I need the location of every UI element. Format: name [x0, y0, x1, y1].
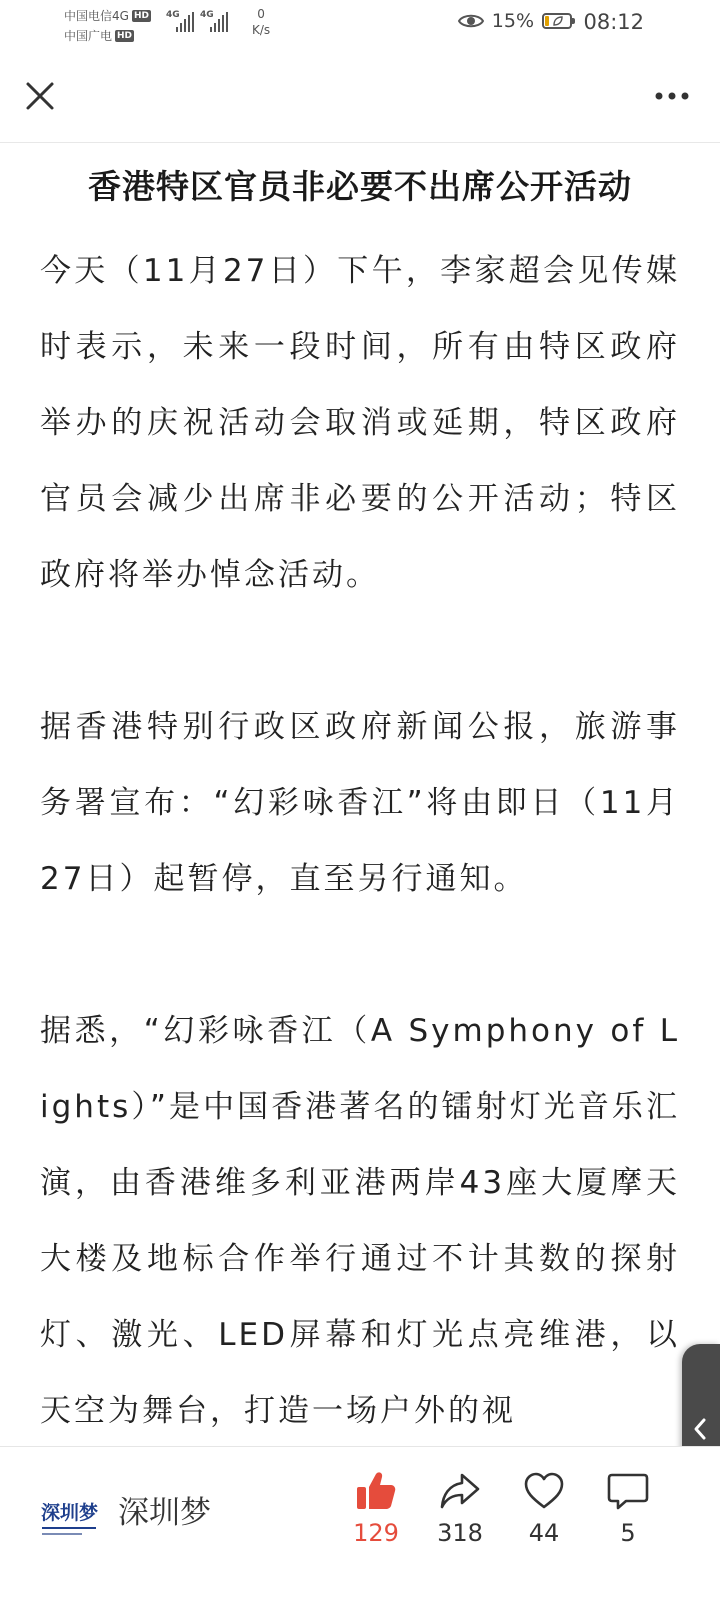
- article-title: 香港特区官员非必要不出席公开活动: [88, 167, 632, 206]
- carrier-info: [64, 6, 151, 46]
- network-type-1: 4G: [166, 10, 180, 20]
- signal-icon: [166, 10, 230, 34]
- close-icon[interactable]: [20, 76, 60, 116]
- leaf-icon: [553, 16, 563, 26]
- article-paragraph: 据悉，“幻彩咏香江（A Symphony of Lights）”是中国香港著名的镭射灯光音乐汇演，由香港维多利亚港两岸43座大厦摩天大楼及地标合作举行通过不计其数的探射灯、激光、LED屏幕和灯光点亮维港，以天空为舞台，打造一场户外的视: [40, 1013, 680, 1429]
- favorite-count: 44: [528, 1519, 560, 1547]
- like-count: 129: [353, 1519, 399, 1547]
- thumbs-up-icon: [354, 1469, 398, 1513]
- chevron-left-icon: [692, 1416, 708, 1442]
- hd-badge: HD: [133, 11, 149, 21]
- comment-button[interactable]: [588, 1469, 668, 1547]
- article: [0, 143, 720, 1449]
- favorite-button[interactable]: [504, 1469, 584, 1547]
- signal-icon: [200, 10, 230, 34]
- battery-icon: [542, 13, 572, 29]
- account-logo[interactable]: [40, 1489, 98, 1545]
- carrier-name-1: 中国电信4G: [64, 9, 129, 23]
- clock: 08:12: [583, 10, 644, 34]
- hd-badge: HD: [117, 31, 133, 41]
- signal-icon: [166, 10, 196, 34]
- speed-unit: K/s: [252, 23, 271, 37]
- eye-icon: [458, 12, 484, 30]
- speed-value: 0: [257, 7, 265, 21]
- carrier-name-2: 中国广电: [64, 29, 113, 43]
- account-logo-text: 深圳梦: [41, 1502, 98, 1524]
- like-button[interactable]: [336, 1469, 416, 1547]
- share-button[interactable]: [420, 1469, 500, 1547]
- network-speed: [252, 6, 270, 38]
- bottom-action-bar: [0, 1446, 720, 1601]
- comment-count: 5: [620, 1519, 636, 1547]
- battery-percent: 15%: [491, 10, 534, 32]
- article-paragraph: 今天（11月27日）下午，李家超会见传媒时表示，未来一段时间，所有由特区政府举办的庆祝活动会取消或延期，特区政府官员会减少出席非必要的公开活动；特区政府将举办悼念活动。: [40, 253, 680, 593]
- article-paragraph: 据香港特别行政区政府新闻公报，旅游事务署宣布：“幻彩咏香江”将由即日（11月27日）起暂停，直至另行通知。: [40, 709, 680, 897]
- status-bar: [0, 0, 720, 52]
- account-name[interactable]: 深圳梦: [118, 1495, 211, 1531]
- article-body: [0, 233, 720, 1449]
- share-count: 318: [437, 1519, 483, 1547]
- battery-level: [545, 16, 549, 26]
- share-icon: [438, 1469, 482, 1513]
- more-icon[interactable]: [652, 82, 692, 110]
- heart-icon: [522, 1469, 566, 1513]
- comment-icon: [606, 1469, 650, 1513]
- top-nav-bar: [0, 52, 720, 143]
- status-indicators: [458, 10, 572, 32]
- network-type-2: 4G: [200, 10, 214, 20]
